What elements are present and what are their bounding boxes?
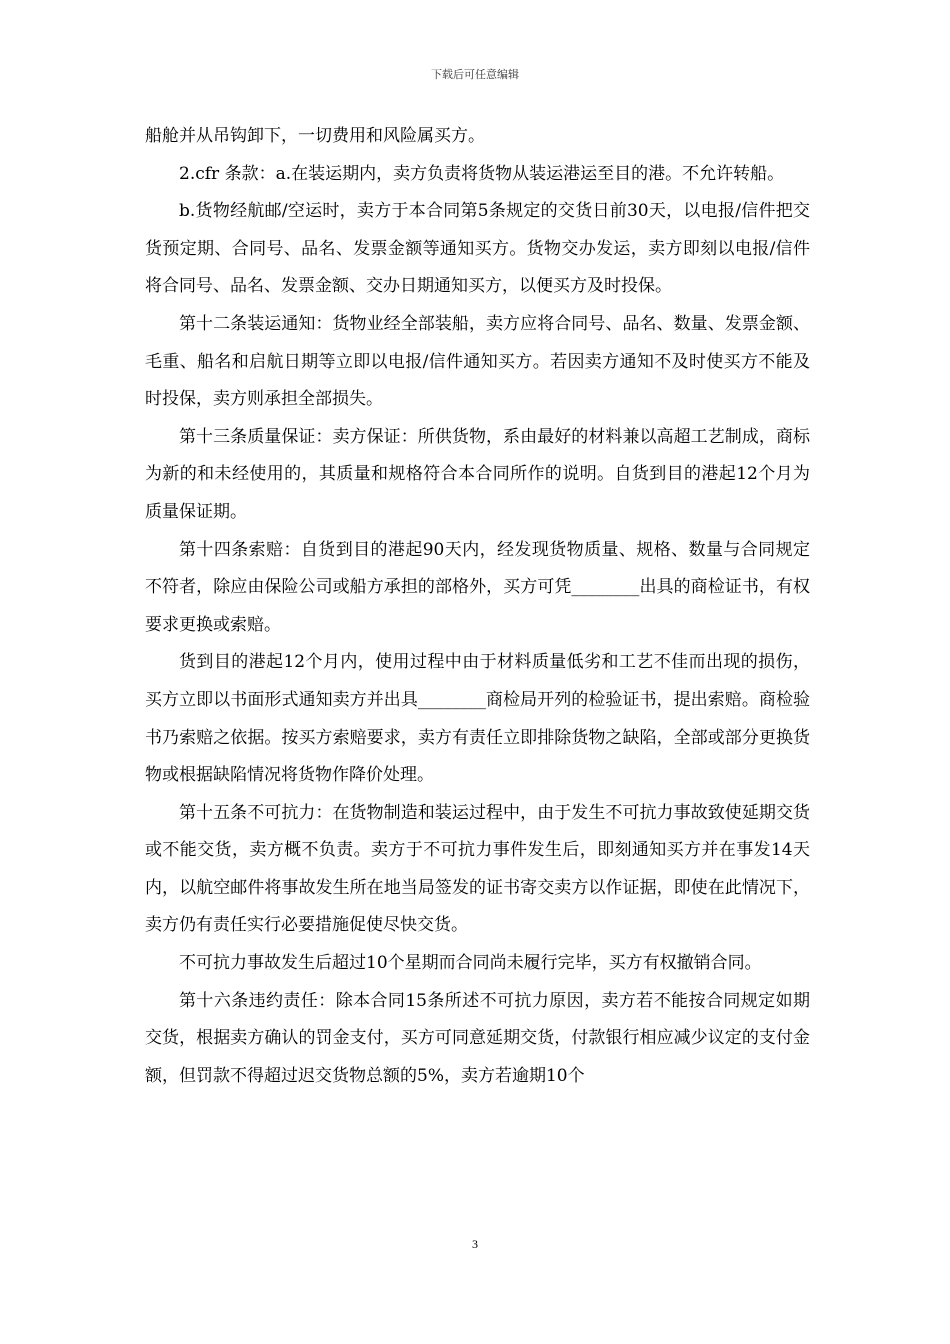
page-number: 3 <box>472 1237 478 1251</box>
paragraph-9: 不可抗力事故发生后超过10个星期而合同尚未履行完毕，买方有权撤销合同。 <box>179 953 762 974</box>
document-body <box>145 118 810 1095</box>
paragraph-4: 第十二条装运通知：货物业经全部装船，卖方应将合同号、品名、数量、发票金额、毛重、船名和启航日期等立即以电报/信件通知买方。若因卖方通知不及时使买方不能及时投保，卖方则承担全部损失。 <box>145 313 810 410</box>
paragraph-3: b.货物经航邮/空运时，卖方于本合同第5条规定的交货日前30天，以电报/信件把交货预定期、合同号、品名、发票金额等通知买方。货物交办发运，卖方即刻以电报/信件将合同号、品名、发票金额、交办日期通知买方，以便买方及时投保。 <box>145 201 810 297</box>
paragraph-8: 第十五条不可抗力：在货物制造和装运过程中，由于发生不可抗力事故致使延期交货或不能交货，卖方概不负责。卖方于不可抗力事件发生后，即刻通知买方并在事发14天内，以航空邮件将事故发生所在地当局签发的证书寄交卖方以作证据，即使在此情况下，卖方仍有责任实行必要措施促使尽快交货。 <box>145 802 810 936</box>
paragraph-7: 货到目的港起12个月内，使用过程中由于材料质量低劣和工艺不佳而出现的损伤，买方立即以书面形式通知卖方并出具________商检局开列的检验证书，提出索赔。商检验书乃索赔之依据。按买方索赔要求，卖方有责任立即排除货物之缺陷，全部或部分更换货物或根据缺陷情况将货物作降价处理。 <box>145 652 810 786</box>
paragraph-1: 船舱并从吊钩卸下，一切费用和风险属买方。 <box>145 126 485 146</box>
page-header: 下载后可任意编辑 <box>431 68 519 81</box>
paragraph-2: 2.cfr 条款：a.在装运期内，卖方负责将货物从装运港运至目的港。不允许转船。 <box>179 163 785 184</box>
paragraph-6: 第十四条索赔：自货到目的港起90天内，经发现货物质量、规格、数量与合同规定不符者，除应由保险公司或船方承担的部格外，买方可凭________出具的商检证书，有权要求更换或索赔。 <box>145 539 810 635</box>
paragraph-5: 第十三条质量保证：卖方保证：所供货物，系由最好的材料兼以高超工艺制成，商标为新的和未经使用的，其质量和规格符合本合同所作的说明。自货到目的港起12个月为质量保证期。 <box>145 426 810 522</box>
paragraph-10: 第十六条违约责任：除本合同15条所述不可抗力原因，卖方若不能按合同规定如期交货，根据卖方确认的罚金支付，买方可同意延期交货，付款银行相应减少议定的支付金额，但罚款不得超过迟交货物总额的5%，卖方若逾期10个 <box>145 990 810 1086</box>
